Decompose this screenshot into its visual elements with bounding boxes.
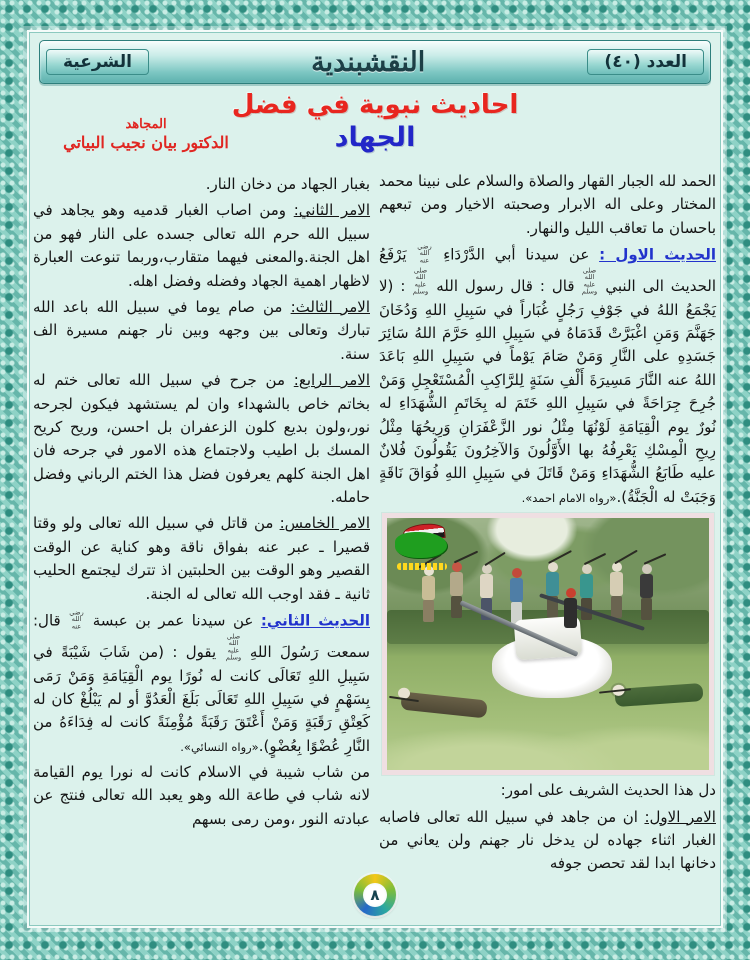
amr3-body: من صام يوما في سبيل الله باعد الله تبارك وتعالى بين وجهه وبين نار جهنم مسيرة الف سنة. [33, 297, 370, 363]
after-photo-text: دل هذا الحديث الشريف على امور: [500, 781, 716, 800]
magazine-title: النقشبندية [311, 46, 426, 78]
page-number-ornament [354, 874, 396, 916]
green-map-icon [395, 532, 447, 558]
author-credit [31, 117, 261, 153]
amr1-body: ان من جاهد في سبيل الله تعالى فاصابه الغبار اثناء جهاده لن يدخل نار جهنم ولن يعاني من دخانها ابدا لقد تحصن جوفه [379, 807, 716, 873]
hadith2-heading: الحديث الثاني: [260, 611, 370, 630]
raa-symbol: رضي الله عنه [417, 242, 433, 265]
hadith2-source: «رواه النسائي». [180, 739, 259, 754]
hadith2-seg1: عن سيدنا عمر بن عبسة [85, 611, 261, 630]
standing-fighter-figure [449, 562, 465, 620]
training-photo [382, 513, 714, 775]
hadith2-seg2: قال: سمعت رَسُولَ اللهِ [33, 611, 370, 662]
hadith1-seg1: عن سيدنا أبي الدَّرْدَاءِ [433, 245, 600, 264]
article-title-line1: احاديث نبوية في فضل [231, 90, 519, 120]
amr3-heading: الامر الثالث: [290, 297, 370, 316]
after-photo-intro [379, 779, 716, 802]
amr5-paragraph [33, 512, 370, 606]
amr1-heading: الامر الاول: [644, 807, 716, 826]
amr4-body: من جرح في سبيل الله تعالى ختم له بخاتم خاص بالشهداء وان لم يستشهد فيكون لجرحه نور،ولون بديع كلون الزعفران بل احسن، وريح كريح المسك بل اطيب ولاجتماع هذه الامور في جرحه فان اهل الجنة كلهم يعرفون فضل هذا الختم الرباني وفضل حامله. [33, 371, 370, 507]
header-bar [39, 40, 711, 84]
group-logo [393, 522, 451, 570]
standing-fighter-figure [509, 568, 525, 626]
closing-paragraph [33, 761, 370, 831]
standing-fighter-figure [421, 566, 437, 624]
pbuh-symbol: صلى الله عليه وسلم [413, 267, 429, 296]
kneeling-fighter-figure [563, 588, 579, 646]
column-left [33, 173, 370, 834]
page-number: ٨ [363, 883, 387, 907]
amr4-paragraph [33, 369, 370, 509]
column-right [379, 170, 716, 879]
article-title-line2: الجهاد [334, 122, 416, 153]
hadith1-seg3: قال : قال رسول الله [429, 277, 582, 296]
amr4-heading: الامر الرابع: [293, 371, 370, 390]
raa-symbol: رضي الله عنه [69, 608, 84, 631]
amr5-body: من قاتل في سبيل الله تعالى ولو وقتا قصيرا ـ عبر عنه بفواق ناقة وهو كناية عن الوقت القصير وهو الوقت بين الحلبتين اذ تترك ليجتمع الحليب ثانية ـ فقد اوجب الله تعالى له الجنة. [33, 514, 370, 603]
paper-background [27, 30, 723, 928]
issue-number: العدد (٤٠) [587, 49, 704, 75]
hadith1-source: «رواه الامام احمد». [521, 490, 617, 505]
amr2-body: ومن اصاب الغبار قدميه وهو يجاهد في سبيل الله حرم الله تعالى جسده على النار فهو من اهل الجنة.والمعنى فيهما متقارب،وربما تنوعت العبارة لاظهار اهمية الجهاد وفضله وفضل اهله. [33, 201, 370, 290]
hadith1-body: : (لا يَجْمَعُ اللهُ في جَوْفِ رَجُلٍ غُبَاراً في سَبِيلِ اللهِ وَدُخَانَ جَهَنَّمَ وَمَنِ اغْبَرَّتْ قَدَمَاهُ في سَبِيلِ اللهِ حَرَّمَ اللهُ سَائِرَ جَسَدِهِ على النَّارِ وَمَنْ صَامَ يَوْماً في سَبِيلِ اللهِ بَاعَدَ اللهُ عنه النَّارَ مَسِيرَةَ أَلْفِ سَنَةٍ لِلرَّاكِبِ الْمُسْتَعْجِلِ وَمَنْ جُرِحَ جِرَاحَةً في سَبِيلِ اللهِ خَتَمَ له بِخَاتَمِ الشُّهَدَاءِ له نُورٌ يوم الْقِيَامَةِ لَوْنُهَا مِثْلُ نور الزَّعْفَرَانِ وَرِيحُهَا مِثْلُ رِيحِ الْمِسْكِ يَعْرِفُهُ بها الأَوَّلُونَ وَالآخِرُونَ يَقُولُونَ فُلانٌ عليه طَابَعُ الشُّهَدَاءِ وَمَنْ قَاتَلَ في سَبِيلِ اللهِ فُوَاقَ نَاقَةٍ وَجَبَتْ له الْجَنَّةُ). [379, 277, 716, 506]
hadith2-paragraph [33, 609, 370, 758]
amr5-heading: الامر الخامس: [279, 514, 370, 533]
hadith1-heading: الحديث الاول : [599, 245, 716, 264]
intro-text: الحمد لله الجبار القهار والصلاة والسلام على نبينا محمد المختار وعلى اله الابرار وصحبته الاخيار ومن تبعهم باحسان ما تعاقب الليل والنهار. [379, 172, 716, 237]
pbuh-symbol: صلى الله عليه وسلم [225, 632, 241, 662]
closing-text: من شاب شيبة في الاسلام كانت له نورا يوم القيامة لانه شاب في طاعة الله وهو يعبد الله تعالى فنتج عن عبادته النور ،ومن رمى بسهم [33, 763, 370, 828]
intro-paragraph [379, 170, 716, 240]
continuation-paragraph [33, 173, 370, 196]
hadith2-body: يقول : (من شَابَ شَيْبَةً في سَبِيلِ اللهِ تَعَالَى كانت له نُورًا يوم الْقِيَامَةِ وَمَنْ رَمَى بِسَهْمٍ في سَبِيلِ اللهِ تَعَالَى بَلَغَ الْعَدُوَّ أو لم يَبْلُغْ كان له كَعِتْقِ رَقَبَةٍ وَمَنْ أَعْتَقَ رَقَبَةً مُؤْمِنَةً كانت له فِدَاءَهُ من النَّارِ عُضْوًا بِعُضْوٍ). [33, 643, 370, 755]
section-label: الشرعية [46, 49, 149, 75]
amr1-paragraph [379, 806, 716, 876]
amr2-paragraph [33, 199, 370, 293]
standing-fighter-figure [545, 562, 561, 620]
amr3-paragraph [33, 296, 370, 366]
author-honorific: المجاهد [125, 117, 167, 132]
standing-fighter-figure [639, 564, 655, 622]
author-name: الدكتور بيان نجيب البياتي [63, 133, 229, 153]
pbuh-symbol: صلى الله عليه وسلم [582, 267, 598, 296]
hadith1-seg2: يَرْفَعُ الحديث الى النبي [379, 245, 716, 296]
hadith1-paragraph [379, 243, 716, 509]
standing-fighter-figure [609, 562, 625, 620]
logo-motto-band [397, 563, 447, 570]
continuation-text: بغبار الجهاد من دخان النار. [205, 175, 370, 193]
amr2-heading: الامر الثاني: [293, 201, 371, 220]
